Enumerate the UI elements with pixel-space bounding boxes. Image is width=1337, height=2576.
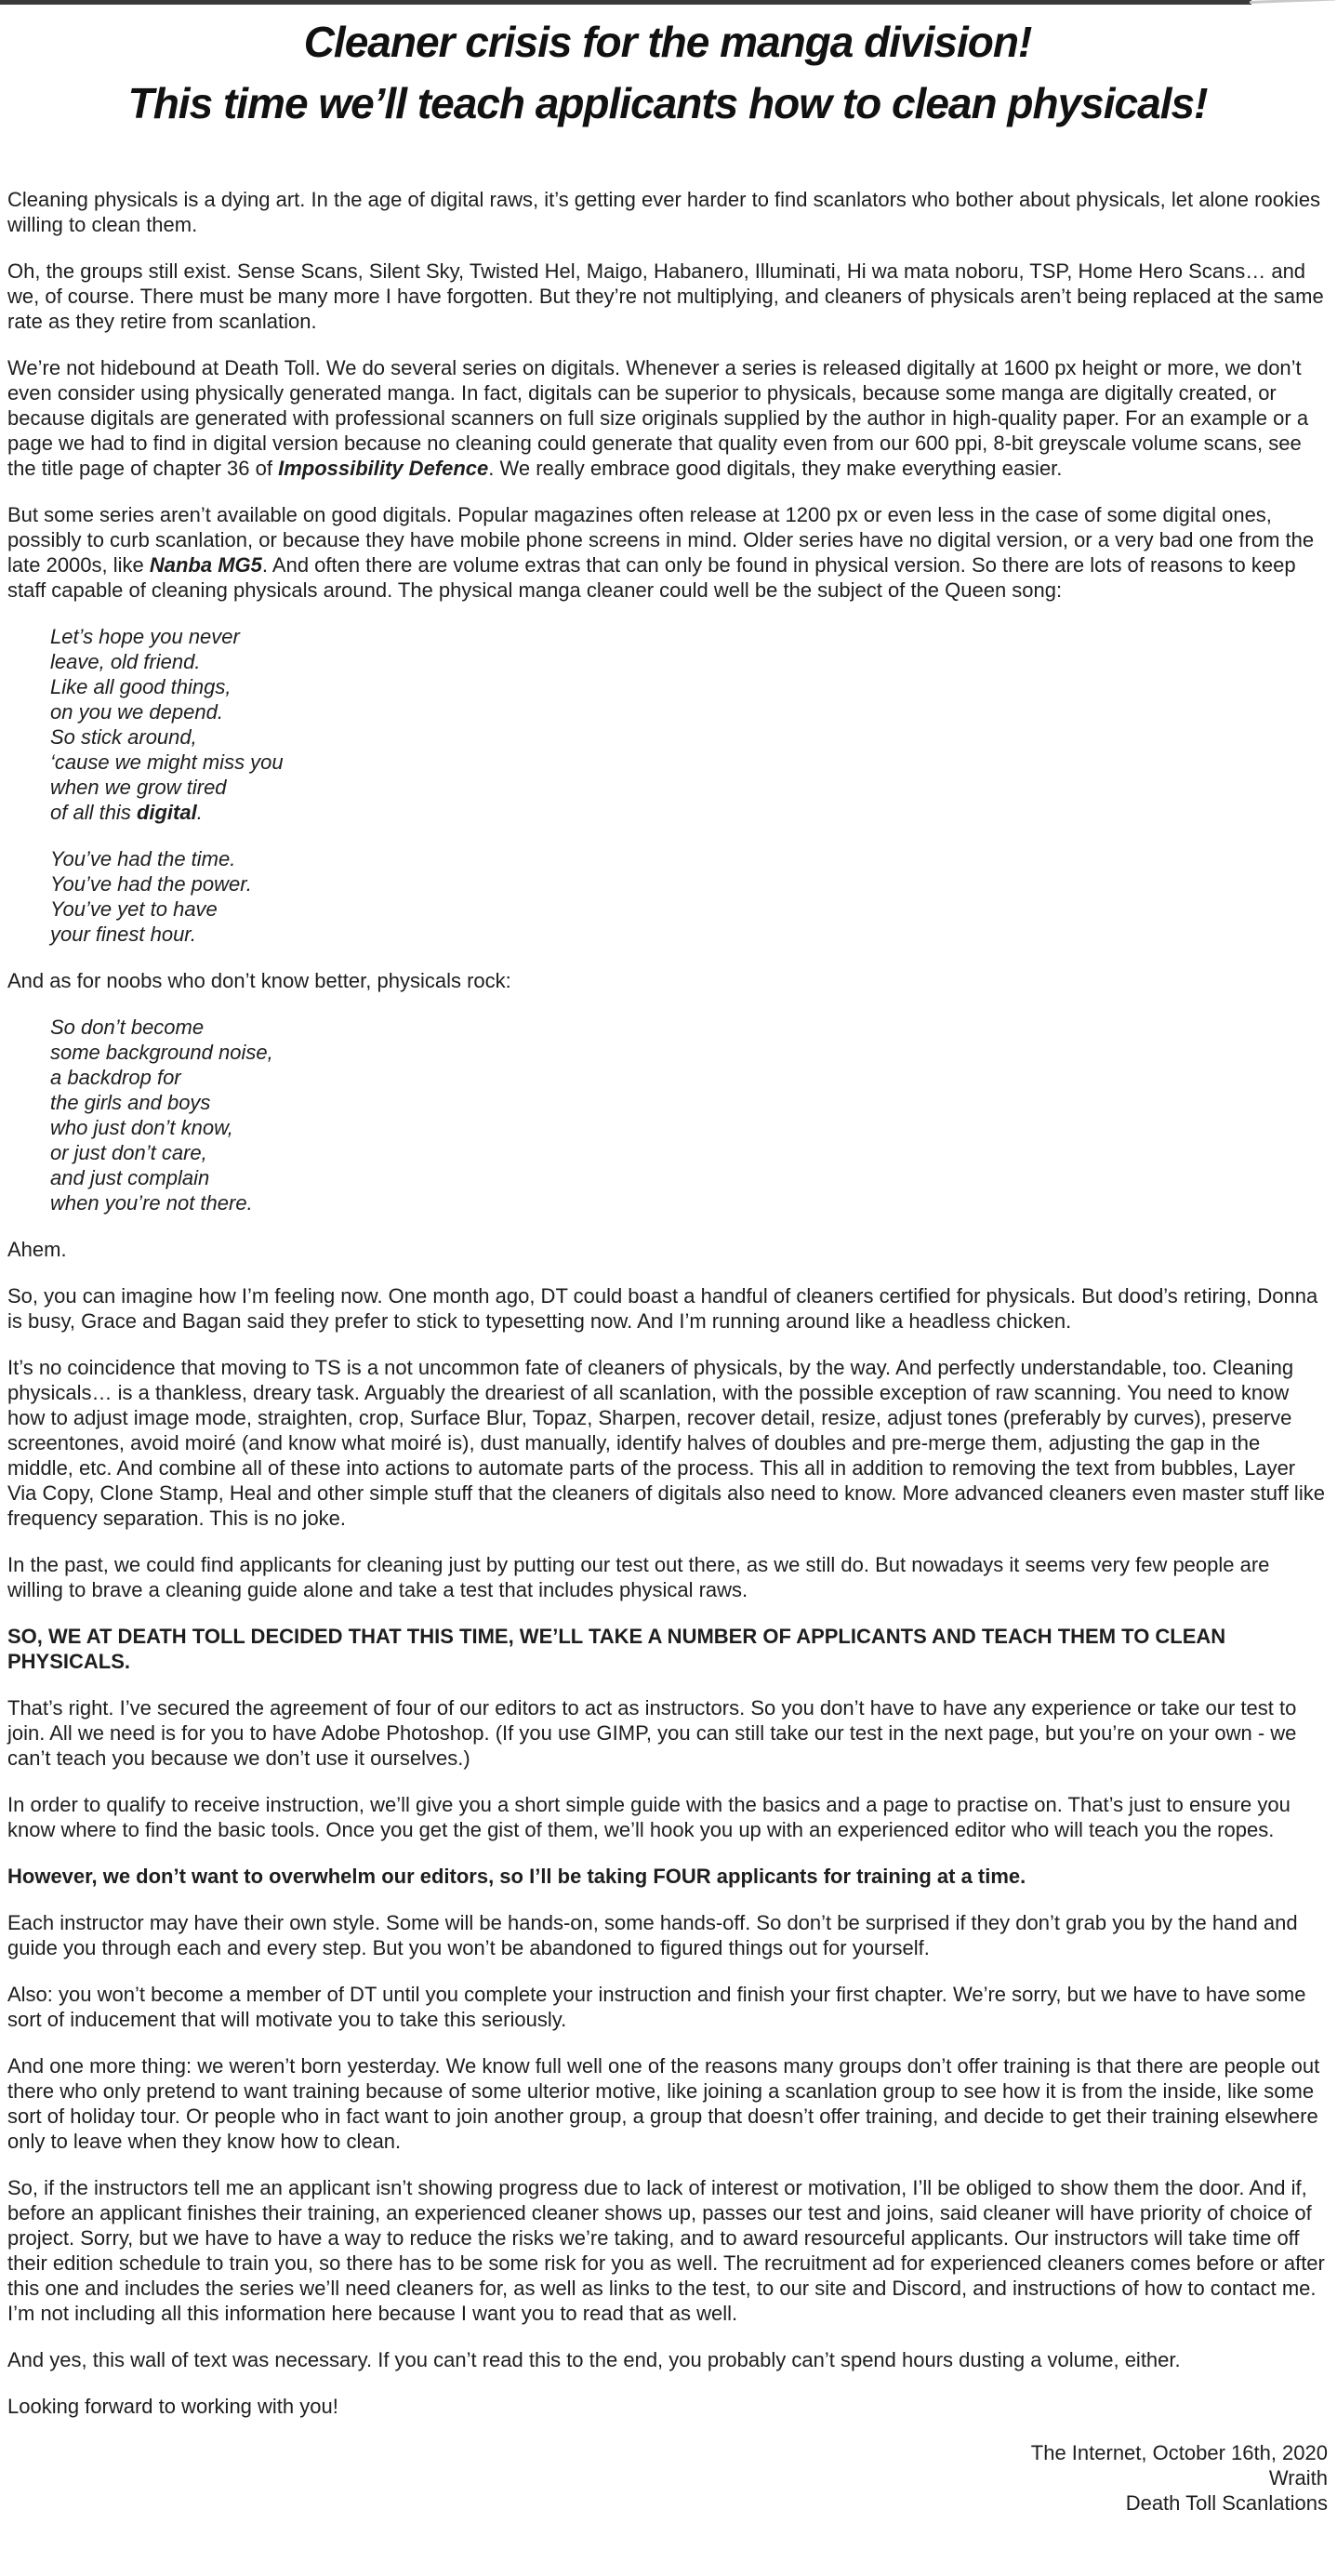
text-run: who just don’t know,	[50, 1116, 233, 1139]
text-run: Also: you won’t become a member of DT until you complete your instruction and finish your first chapter. We’re sorry, but we have to have some sort of inducement that will motivate you to take this seriously.	[7, 1983, 1306, 2031]
text-run: So, if the instructors tell me an applicant isn’t showing progress due to lack of interest or motivation, I’ll be obliged to show them the door. And if, before an applicant finishes their training, an experienced cleaner shows up, passes our test and joins, said cleaner will have priority of choice of project. Sorry, but we have to have a way to reduce the risks we’re taking, and to award resourceful applicants. Our instructors will take time off their edition schedule to train you, so there has to be some risk for you as well. The recruitment ad for experienced cleaners comes before or after this one and includes the series we’ll need cleaners for, as well as links to the test, to our site and Discord, and instructions of how to contact me. I’m not including all this information here because I want you to read that as well.	[7, 2176, 1325, 2325]
poem-line	[50, 846, 1328, 871]
text-run: So don’t become	[50, 1016, 205, 1039]
text-run: SO, WE AT DEATH TOLL DECIDED THAT THIS TIME, WE’LL TAKE A NUMBER OF APPLICANTS AND TEACH THEM TO CLEAN PHYSICALS.	[7, 1625, 1226, 1673]
text-run: Let’s hope you never	[50, 625, 240, 648]
poem-line	[50, 1140, 1328, 1165]
text-run: Wraith	[1268, 2466, 1328, 2490]
signature-line	[7, 2465, 1328, 2490]
paragraph	[7, 502, 1328, 603]
poem-line	[50, 649, 1328, 674]
content-blocks	[7, 187, 1328, 2516]
paragraph	[7, 1237, 1328, 1262]
paragraph	[7, 1982, 1328, 2032]
text-run: You’ve had the power.	[50, 872, 252, 896]
poem-stanza	[7, 846, 1328, 947]
signature-line	[7, 2440, 1328, 2465]
paragraph	[7, 2347, 1328, 2372]
signature-block	[7, 2440, 1328, 2516]
poem-line	[50, 775, 1328, 800]
text-run: Ahem.	[7, 1238, 67, 1261]
text-run: Oh, the groups still exist. Sense Scans, Silent Sky, Twisted Hel, Maigo, Habanero, Illuminati, Hi wa mata noboru, TSP, Home Hero Scans… and we, of course. There must be many more I have forgotten. But they’re not multiplying, and cleaners of physicals aren’t being replaced at the same rate as they retire from scanlation.	[7, 259, 1324, 333]
text-run: We’re not hidebound at Death Toll. We do several series on digitals. Whenever a series is released digitally at 1600 px height or more, we don’t even consider using physically generated manga. In fact, digitals can be superior to physicals, because some manga are digitally created, or because digitals are generated with professional scanners on full size originals supplied by the author in high-quality paper. For an example or a page we had to find in digital version because no cleaning could generate that quality even from our 600 ppi, 8-bit greyscale volume scans, see the title page of chapter 36 of	[7, 356, 1309, 480]
paragraph	[7, 968, 1328, 993]
text-run: The Internet, October 16th, 2020	[1030, 2441, 1328, 2464]
poem-line	[50, 624, 1328, 649]
poem-line	[50, 1015, 1328, 1040]
poem-line	[50, 871, 1328, 896]
poem-line	[50, 674, 1328, 699]
text-run: It’s no coincidence that moving to TS is a not uncommon fate of cleaners of physicals, by the way. And perfectly understandable, too. Cleaning physicals… is a thankless, dreary task. Arguably the dreariest of all scanlation, with the possible exception of raw scanning. You need to know how to adjust image mode, straighten, crop, Surface Blur, Topaz, Sharpen, recover detail, resize, adjust tones (preferably by curves), preserve screentones, avoid moiré (and know what moiré is), dust manually, identify halves of doubles and pre-merge them, adjusting the gap in the middle, etc. And combine all of these into actions to automate parts of the process. This all in addition to removing the text from bubbles, Layer Via Copy, Clone Stamp, Heal and other simple stuff that the cleaners of digitals also need to know. More advanced cleaners even master stuff like frequency separation. This is no joke.	[7, 1356, 1325, 1530]
signature-line	[7, 2490, 1328, 2516]
paragraph	[7, 1695, 1328, 1771]
text-run: or just don’t care,	[50, 1141, 207, 1164]
paragraph	[7, 1283, 1328, 1334]
text-run: Looking forward to working with you!	[7, 2395, 338, 2418]
paragraph	[7, 1355, 1328, 1531]
paragraph	[7, 1552, 1328, 1602]
poem-line	[50, 1165, 1328, 1190]
paragraph	[7, 1792, 1328, 1842]
text-run: leave, old friend.	[50, 650, 201, 673]
document-page	[0, 11, 1337, 2540]
paragraph	[7, 1910, 1328, 1960]
text-run: on you we depend.	[50, 700, 223, 724]
paragraph	[7, 1624, 1328, 1674]
text-run: when we grow tired	[50, 776, 227, 799]
text-run: Nanba MG5	[149, 553, 262, 577]
text-run: and just complain	[50, 1166, 210, 1189]
text-run: when you’re not there.	[50, 1191, 253, 1215]
text-run: .	[196, 801, 203, 824]
text-run: And yes, this wall of text was necessary. If you can’t read this to the end, you probably can’t spend hours dusting a volume, either.	[7, 2348, 1181, 2371]
text-run: Impossibility Defence	[278, 457, 489, 480]
poem-line	[50, 1115, 1328, 1140]
text-run: digital	[136, 801, 197, 824]
poem-line	[50, 1190, 1328, 1215]
poem-stanza	[7, 624, 1328, 825]
paragraph	[7, 259, 1328, 334]
text-run: In the past, we could find applicants for cleaning just by putting our test out there, as we still do. But nowadays it seems very few people are willing to brave a cleaning guide alone and take a test that includes physical raws.	[7, 1553, 1270, 1601]
paragraph	[7, 187, 1328, 237]
page-title-line-2: This time we’ll teach applicants how to clean physicals!	[127, 79, 1208, 127]
paragraph	[7, 2175, 1328, 2326]
poem-line	[50, 800, 1328, 825]
paragraph	[7, 2053, 1328, 2154]
text-run: the girls and boys	[50, 1091, 211, 1114]
top-border-bar	[0, 0, 1251, 5]
text-run: You’ve had the time.	[50, 847, 236, 870]
text-run: . We really embrace good digitals, they make everything easier.	[488, 457, 1063, 480]
poem-line	[50, 699, 1328, 724]
paragraph	[7, 355, 1328, 481]
text-run: But some series aren’t available on good digitals. Popular magazines often release at 1200 px or even less in the case of some digital ones, possibly to curb scanlation, or because they have mobile phone screens in mind. Older series have no digital version, or a very bad one from the late 2000s, like	[7, 503, 1315, 577]
text-run: Like all good things,	[50, 675, 232, 698]
poem-line	[50, 1040, 1328, 1065]
poem-line	[50, 922, 1328, 947]
text-run: your finest hour.	[50, 923, 196, 946]
text-run: of all this	[50, 801, 137, 824]
paragraph	[7, 2394, 1328, 2419]
text-run: . And often there are volume extras that can only be found in physical version. So there are lots of reasons to keep staff capable of cleaning physicals around. The physical manga cleaner could well be the subject of the Queen song:	[7, 553, 1296, 602]
paragraph	[7, 1864, 1328, 1889]
poem-line	[50, 724, 1328, 750]
poem-line	[50, 896, 1328, 922]
text-run: And as for noobs who don’t know better, physicals rock:	[7, 969, 511, 992]
page-title-line-1: Cleaner crisis for the manga division!	[303, 18, 1032, 66]
text-run: So stick around,	[50, 725, 197, 749]
text-run: some background noise,	[50, 1041, 273, 1064]
page-title	[7, 11, 1328, 134]
text-run: So, you can imagine how I’m feeling now. One month ago, DT could boast a handful of cleaners certified for physicals. But dood’s retiring, Donna is busy, Grace and Bagan said they prefer to stick to typesetting now. And I’m running around like a headless chicken.	[7, 1284, 1318, 1333]
text-run: a backdrop for	[50, 1066, 181, 1089]
top-border	[0, 0, 1337, 6]
page-curl-artifact	[1250, 0, 1335, 4]
text-run: Death Toll Scanlations	[1125, 2491, 1328, 2515]
text-run: In order to qualify to receive instruction, we’ll give you a short simple guide with the basics and a page to practise on. That’s just to ensure you know where to find the basic tools. Once you get the gist of them, we’ll hook you up with an experienced editor who will teach you the ropes.	[7, 1793, 1291, 1841]
poem-line	[50, 750, 1328, 775]
text-run: And one more thing: we weren’t born yesterday. We know full well one of the reasons many groups don’t offer training is that there are people out there who only pretend to want training because of some ulterior motive, like joining a scanlation group to see how it is from the inside, like some sort of holiday tour. Or people who in fact want to join another group, a group that doesn’t offer training, and decide to get their training elsewhere only to leave when they know how to clean.	[7, 2054, 1320, 2153]
text-run: Cleaning physicals is a dying art. In the age of digital raws, it’s getting ever harder to find scanlators who bother about physicals, let alone rookies willing to clean them.	[7, 188, 1321, 236]
text-run: ‘cause we might miss you	[50, 750, 284, 774]
text-run: However, we don’t want to overwhelm our editors, so I’ll be taking FOUR applicants for training at a time.	[7, 1865, 1026, 1888]
text-run: You’ve yet to have	[50, 897, 218, 921]
text-run: Each instructor may have their own style. Some will be hands-on, some hands-off. So don’t be surprised if they don’t grab you by the hand and guide you through each and every step. But you won’t be abandoned to figured things out for yourself.	[7, 1911, 1298, 1959]
poem-stanza	[7, 1015, 1328, 1215]
poem-line	[50, 1065, 1328, 1090]
text-run: That’s right. I’ve secured the agreement of four of our editors to act as instructors. So you don’t have to have any experience or take our test to join. All we need is for you to have Adobe Photoshop. (If you use GIMP, you can still take our test in the next page, but you’re on your own - we can’t teach you because we don’t use it ourselves.)	[7, 1696, 1297, 1770]
poem-line	[50, 1090, 1328, 1115]
